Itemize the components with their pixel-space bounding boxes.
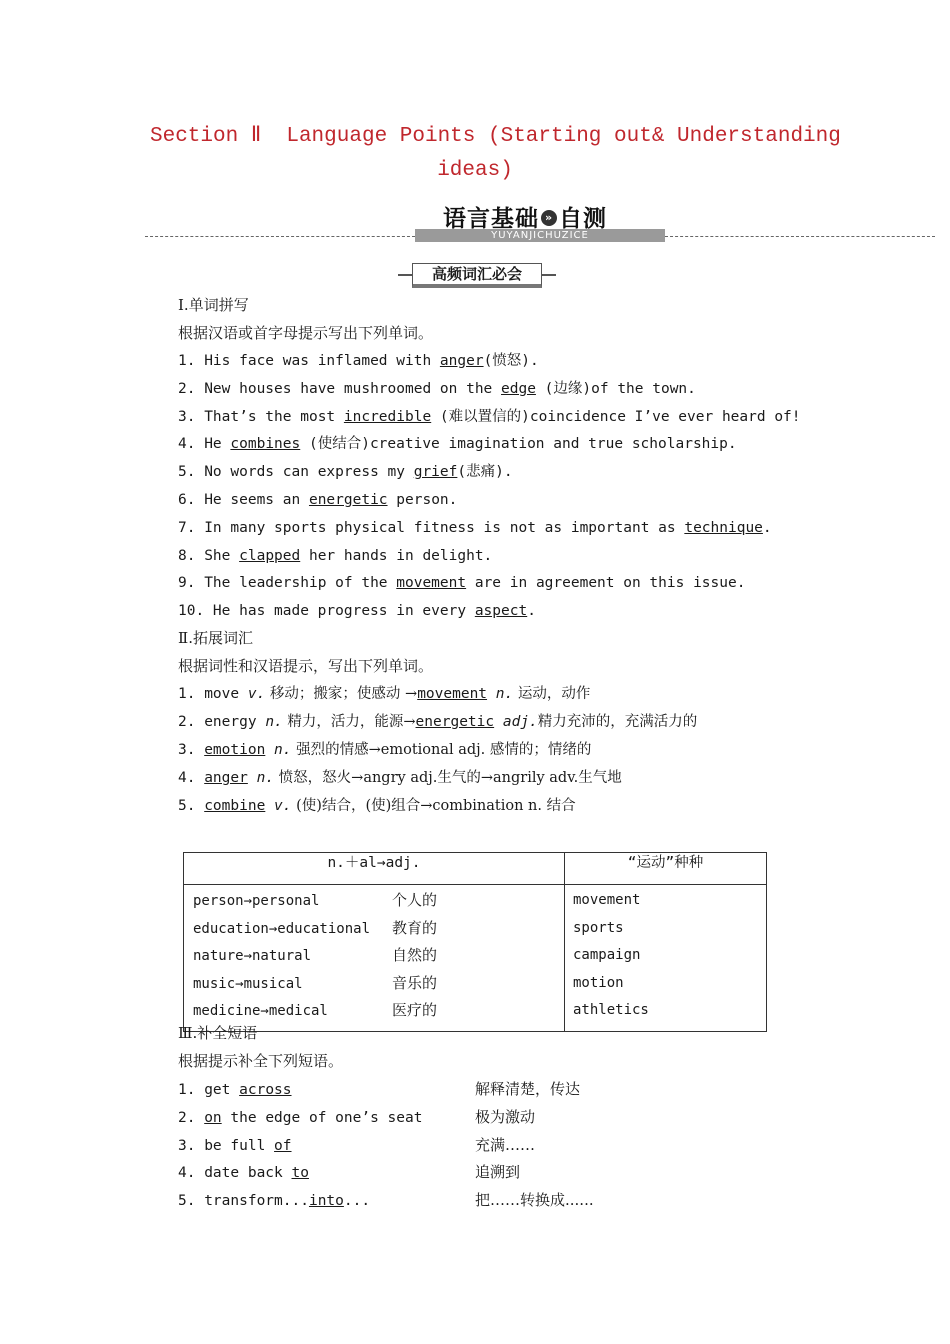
- item-text: The leadership of the: [204, 575, 397, 592]
- item-text: ...: [343, 1193, 371, 1210]
- meaning-text: 精力，活力，能源→: [282, 714, 416, 730]
- phrase-item: [178, 1190, 594, 1211]
- sports-word: athletics: [573, 1002, 649, 1019]
- pair-meaning: 教育的: [392, 918, 438, 937]
- item-text: get: [204, 1082, 240, 1098]
- item-text: His face was inflamed with: [204, 353, 440, 369]
- spacer: [487, 686, 496, 702]
- item-text: (悲痛).: [457, 464, 513, 481]
- item-text: She: [204, 547, 240, 564]
- item-text: transform...: [204, 1193, 309, 1210]
- spelling-item: [178, 546, 492, 566]
- answer-blank: to: [291, 1165, 309, 1182]
- spelling-item: [178, 462, 513, 482]
- pair-meaning: 自然的: [392, 946, 438, 965]
- answer-blank: across: [239, 1082, 292, 1098]
- banner-divider-right: [665, 236, 935, 237]
- banner-heading-left: 语言基础: [443, 206, 539, 232]
- item-text: .: [762, 519, 772, 536]
- meaning-text: 愤怒，怒火→angry adj.生气的→angrily adv.生气地: [274, 770, 622, 786]
- meaning-text: 移动；搬家；使感动 →: [265, 686, 418, 702]
- adjective-pairs-cell: [184, 885, 565, 1032]
- banner-heading-right: 自测: [559, 206, 607, 232]
- item-number: 5.: [178, 1193, 205, 1210]
- item-number: 1.: [178, 686, 205, 702]
- item-number: 9.: [178, 575, 205, 592]
- item-text: are in agreement on this issue.: [466, 575, 746, 592]
- item-text: New houses have mushroomed on the: [204, 380, 502, 397]
- item-number: 2.: [178, 1109, 205, 1126]
- answer-blank: incredible: [343, 408, 432, 425]
- word-pair: medicine→medical: [193, 1003, 328, 1020]
- adjective-pair: [193, 915, 564, 943]
- item-text: (边缘)of the town.: [535, 380, 696, 397]
- expansion-item: [178, 740, 591, 760]
- item-text: He: [204, 436, 231, 453]
- item-text: (使结合)creative imagination and true scholarship.: [300, 436, 737, 453]
- answer-blank: movement: [396, 575, 467, 592]
- item-number: 3.: [178, 742, 205, 758]
- pair-meaning: 医疗的: [392, 1001, 438, 1020]
- spacer: [265, 742, 274, 758]
- item-text: her hands in delight.: [300, 547, 493, 564]
- sports-word: sports: [573, 919, 624, 936]
- spelling-item: [178, 601, 536, 621]
- item-text: date back: [204, 1165, 292, 1182]
- section-title-line1: Section Ⅱ Language Points (Starting out& Understanding: [150, 125, 841, 148]
- meaning-text: 精力充沛的，充满活力的: [537, 714, 698, 730]
- phrase-meaning: 把……转换成......: [475, 1191, 594, 1210]
- answer-blank: combine: [204, 798, 266, 814]
- phrase-meaning: 充满……: [475, 1135, 536, 1154]
- expansion-item: [178, 684, 590, 704]
- part2-instruction: 根据词性和汉语提示，写出下列单词。: [178, 657, 434, 675]
- spelling-item: [178, 407, 801, 427]
- sports-word: movement: [573, 892, 641, 908]
- answer-blank: grief: [413, 464, 458, 481]
- part-of-speech: n.: [256, 770, 275, 786]
- answer-blank: energetic: [415, 714, 495, 730]
- expansion-item: [178, 712, 697, 732]
- answer-blank: anger: [204, 770, 248, 786]
- answer-blank: technique: [684, 519, 763, 536]
- item-text: the edge of one’s seat: [221, 1109, 423, 1126]
- part3-heading: Ⅲ.补全短语: [178, 1024, 258, 1042]
- phrase-meaning: 解释清楚，传达: [475, 1080, 581, 1098]
- adjective-pair: [193, 970, 564, 998]
- sports-word: motion: [573, 974, 624, 991]
- part-of-speech: n.: [274, 742, 292, 758]
- item-number: 4.: [178, 770, 205, 786]
- answer-blank: aspect: [474, 603, 528, 620]
- item-text: He seems an: [204, 492, 309, 508]
- base-word: move: [204, 686, 248, 702]
- item-text: be full: [204, 1137, 275, 1154]
- meaning-text: 强烈的情感→emotional adj. 感情的；情绪的: [291, 742, 592, 758]
- item-number: 1.: [178, 1082, 205, 1098]
- adjective-pair: [193, 887, 564, 915]
- answer-blank: movement: [417, 686, 488, 702]
- answer-blank: anger: [439, 353, 484, 369]
- section-banner: [0, 196, 950, 246]
- answer-blank: energetic: [308, 492, 388, 508]
- item-text: In many sports physical fitness is not as important as: [204, 519, 685, 536]
- part-of-speech: n.: [495, 686, 514, 702]
- section-title-line2: ideas): [437, 159, 513, 182]
- part3-instruction: 根据提示补全下列短语。: [178, 1052, 344, 1070]
- word-pair: nature→natural: [193, 948, 312, 965]
- answer-blank: edge: [501, 380, 536, 397]
- item-number: 2.: [178, 714, 205, 730]
- sports-words-cell: [565, 885, 767, 1032]
- banner-divider-left: [145, 236, 415, 237]
- phrase-item: [178, 1107, 535, 1128]
- meaning-text: (使)结合，(使)组合→combination n. 结合: [291, 798, 576, 814]
- spelling-item: [178, 351, 539, 371]
- spelling-item: [178, 573, 745, 593]
- pair-meaning: 音乐的: [392, 973, 438, 992]
- item-number: 7.: [178, 519, 205, 536]
- item-text: (难以置信的)coincidence I’ve ever heard of!: [431, 408, 801, 425]
- item-text: No words can express my: [204, 464, 414, 481]
- item-text: .: [527, 603, 536, 620]
- part1-instruction: 根据汉语或首字母提示写出下列单词。: [178, 324, 434, 342]
- table-left-header: n.＋al→adj.: [184, 853, 565, 885]
- sports-word: campaign: [573, 947, 641, 964]
- part-of-speech: v.: [247, 686, 266, 702]
- item-number: 5.: [178, 798, 205, 814]
- answer-blank: into: [308, 1193, 344, 1210]
- phrase-english: [178, 1136, 475, 1156]
- spelling-item: [178, 379, 696, 399]
- spelling-item: [178, 434, 737, 454]
- pair-meaning: 个人的: [392, 891, 438, 909]
- base-word: energy: [204, 714, 266, 730]
- vocab-subheading: [398, 263, 556, 285]
- section-title: [150, 120, 841, 188]
- phrase-meaning: 追溯到: [475, 1163, 521, 1182]
- phrase-meaning: 极为激动: [475, 1107, 536, 1126]
- part2-heading: Ⅱ.拓展词汇: [178, 629, 253, 647]
- chevron-right-icon: »: [541, 210, 557, 226]
- phrase-english: [178, 1163, 475, 1183]
- item-text: person.: [387, 492, 458, 508]
- expansion-item: [178, 796, 576, 816]
- part1-heading: Ⅰ.单词拼写: [178, 296, 249, 314]
- expansion-item: [178, 768, 622, 788]
- item-number: 10.: [178, 603, 213, 620]
- spelling-item: [178, 490, 457, 510]
- spacer: [494, 714, 503, 730]
- banner-heading: [443, 200, 607, 233]
- item-text: That’s the most: [204, 408, 344, 425]
- part-of-speech: v.: [274, 798, 292, 814]
- word-pair: education→educational: [193, 920, 371, 937]
- answer-blank: of: [274, 1137, 292, 1154]
- subheading-label: 高频词汇必会: [412, 263, 542, 288]
- word-pair: music→musical: [193, 975, 303, 992]
- phrase-item: [178, 1079, 580, 1100]
- item-text: He has made progress in every: [212, 603, 475, 620]
- phrase-english: [178, 1108, 475, 1128]
- word-pair: person→personal: [193, 893, 320, 909]
- item-number: 4.: [178, 436, 205, 453]
- answer-blank: combines: [230, 436, 301, 453]
- item-number: 6.: [178, 492, 205, 508]
- word-formation-table: [183, 852, 767, 1032]
- phrase-english: [178, 1191, 475, 1211]
- table-right-header: “运动”种种: [565, 853, 767, 885]
- item-number: 4.: [178, 1165, 205, 1182]
- phrase-item: [178, 1135, 535, 1156]
- part-of-speech: n.: [265, 714, 283, 730]
- item-number: 8.: [178, 547, 205, 564]
- item-number: 5.: [178, 464, 205, 481]
- answer-blank: clapped: [239, 547, 301, 564]
- item-text: (愤怒).: [483, 353, 539, 369]
- banner-pinyin: YUYANJICHUZICE: [415, 229, 665, 242]
- spacer: [248, 770, 257, 786]
- spelling-item: [178, 518, 772, 538]
- meaning-text: 运动，动作: [513, 686, 591, 702]
- adjective-pair: [193, 942, 564, 970]
- answer-blank: on: [204, 1109, 222, 1126]
- answer-blank: emotion: [204, 742, 266, 758]
- adjective-pair: [193, 997, 564, 1025]
- phrase-english: [178, 1080, 475, 1100]
- item-number: 3.: [178, 1137, 205, 1154]
- spacer: [265, 798, 274, 814]
- item-number: 2.: [178, 380, 205, 397]
- item-number: 3.: [178, 408, 205, 425]
- item-number: 1.: [178, 353, 205, 369]
- part-of-speech: adj.: [502, 714, 538, 730]
- phrase-item: [178, 1162, 520, 1183]
